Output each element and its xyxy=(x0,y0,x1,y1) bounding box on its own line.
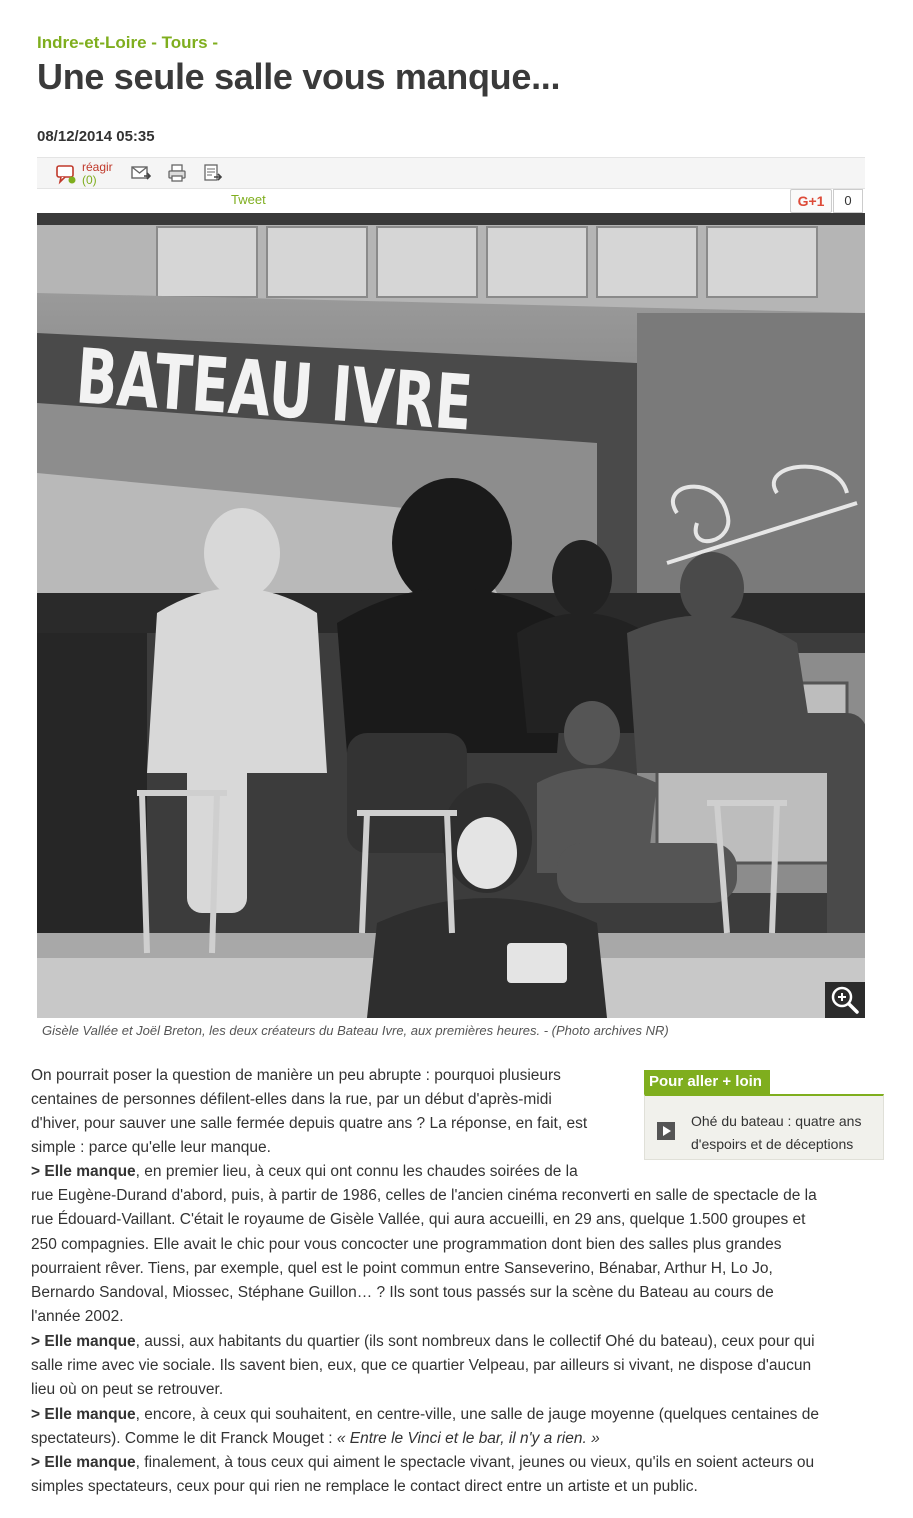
article-line xyxy=(31,1451,814,1475)
photo-illustration xyxy=(37,213,865,1018)
gplus-button[interactable]: G+1 xyxy=(790,189,832,213)
line-text: , aussi, aux habitants du quartier (ils sont nombreux dans le collectif Ohé du bateau), ceux pour qui xyxy=(135,1333,815,1350)
article-line: simple : parce qu'elle leur manque. xyxy=(31,1139,271,1156)
zoom-button[interactable] xyxy=(825,982,865,1018)
publish-date: 08/12/2014 05:35 xyxy=(37,128,155,145)
related-link-line2: d'espoirs et de déceptions xyxy=(691,1136,854,1152)
related-box-title: Pour aller + loin xyxy=(644,1070,770,1094)
tweet-button[interactable]: Tweet xyxy=(231,192,266,207)
zoom-icon xyxy=(825,982,865,1018)
line-text: spectateurs). Comme le dit Franck Mouget : xyxy=(31,1430,337,1447)
article-line xyxy=(31,1403,819,1427)
article-line: d'hiver, pour sauver une salle fermée depuis quatre ans ? La réponse, en fait, est xyxy=(31,1115,588,1132)
lead-phrase: > Elle manque xyxy=(31,1333,136,1350)
page-title: Une seule salle vous manque... xyxy=(37,56,561,97)
article-line xyxy=(31,1330,815,1354)
react-count: (0) xyxy=(82,173,97,187)
lead-phrase: > Elle manque xyxy=(31,1406,136,1423)
share-toolbar xyxy=(37,157,865,212)
related-link[interactable] xyxy=(691,1110,877,1156)
article-line: Bernardo Sandoval, Miossec, Stéphane Guillon… ? Ils sont tous passés sur la scène du Bateau au cours de xyxy=(31,1284,774,1301)
comment-icon xyxy=(55,163,77,185)
article-line: pourraient rêver. Tiens, par exemple, quel est le point commun entre Sanseverino, Bénabar, Arthur H, Lo Jo, xyxy=(31,1260,773,1277)
print-icon[interactable] xyxy=(167,163,187,183)
article-line: centaines de personnes défilent-elles dans la rue, par un début d'après-midi xyxy=(31,1091,552,1108)
article-line: On pourrait poser la question de manière un peu abrupte : pourquoi plusieurs xyxy=(31,1067,561,1084)
photo-caption: Gisèle Vallée et Joël Breton, les deux créateurs du Bateau Ivre, aux premières heures. - (Photo archives NR) xyxy=(42,1023,669,1038)
article-line: 250 compagnies. Elle avait le chic pour vous concocter une programmation dont bien des salles plus grandes xyxy=(31,1236,782,1253)
toolbar-icons-row xyxy=(37,158,865,189)
article-line xyxy=(31,1160,578,1184)
article-line: simples spectateurs, ceux pour qui rien ne remplace le contact direct entre un artiste et un public. xyxy=(31,1478,698,1495)
lead-phrase: > Elle manque xyxy=(31,1454,136,1471)
gplus-count: 0 xyxy=(833,189,863,213)
react-label[interactable]: réagir xyxy=(82,160,113,174)
email-icon[interactable] xyxy=(131,163,151,183)
sign-text: BATEAU IVRE xyxy=(73,332,476,449)
breadcrumb[interactable]: Indre-et-Loire - Tours - xyxy=(37,33,219,52)
line-text: , en premier lieu, à ceux qui ont connu les chaudes soirées de la xyxy=(135,1163,578,1180)
related-box-body xyxy=(644,1094,884,1160)
article-line xyxy=(31,1427,600,1451)
line-text: , encore, à ceux qui souhaitent, en centre-ville, une salle de jauge moyenne (quelques centaines de xyxy=(135,1406,819,1423)
article-photo[interactable] xyxy=(37,213,865,1018)
quote: « Entre le Vinci et le bar, il n'y a rien. » xyxy=(336,1430,600,1447)
line-text: , finalement, à tous ceux qui aiment le spectacle vivant, jeunes ou vieux, qu'ils en soient acteurs ou xyxy=(135,1454,815,1471)
article-line: rue Eugène-Durand d'abord, puis, à partir de 1986, celles de l'ancien cinéma reconverti en salle de spectacle de la xyxy=(31,1187,817,1204)
lead-phrase: > Elle manque xyxy=(31,1163,136,1180)
article-line: rue Édouard-Vaillant. C'était le royaume de Gisèle Vallée, qui aura accueilli, en 29 ans, quelque 1.500 groupes et xyxy=(31,1211,806,1228)
related-box xyxy=(644,1070,886,1160)
related-link-line1: Ohé du bateau : quatre ans xyxy=(691,1113,862,1129)
article-line: lieu où on peut se retrouver. xyxy=(31,1381,224,1398)
article-line: salle rime avec vie sociale. Ils savent bien, eux, que ce quartier Velpeau, par ailleurs si vivant, ne dispose d'aucun xyxy=(31,1357,812,1374)
article-line: l'année 2002. xyxy=(31,1308,124,1325)
video-icon xyxy=(657,1122,675,1140)
share-icon[interactable] xyxy=(203,163,223,183)
